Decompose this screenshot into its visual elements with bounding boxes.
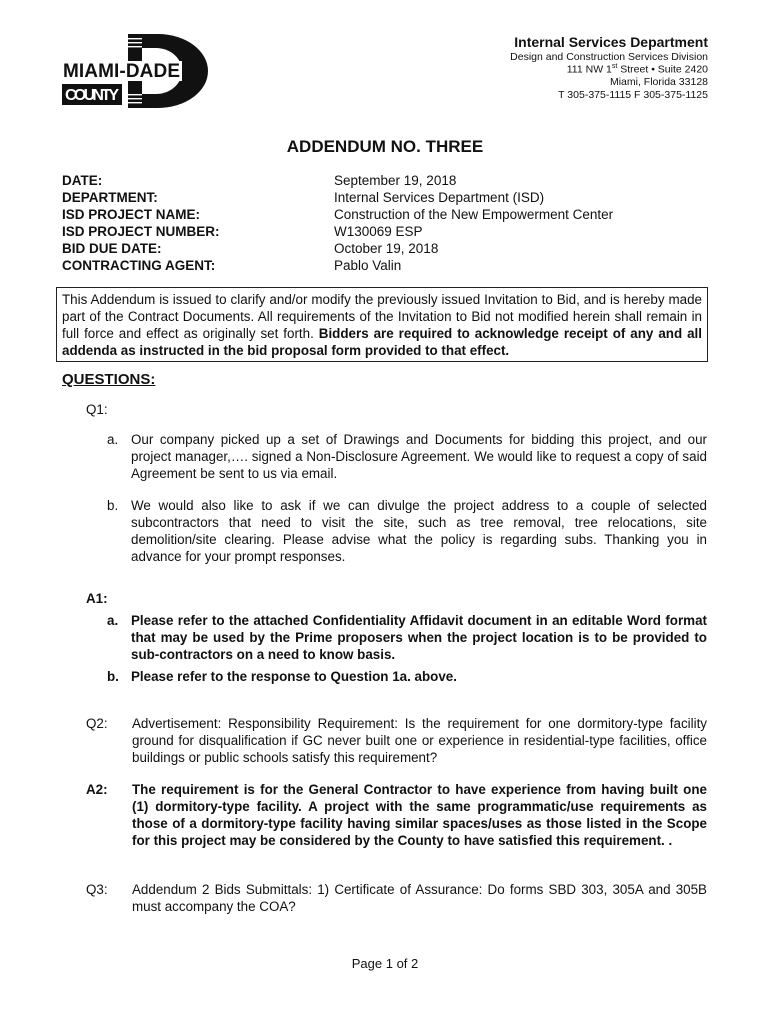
info-row-bid-due-date: BID DUE DATE: October 19, 2018: [62, 241, 439, 256]
info-row-project-name: ISD PROJECT NAME: Construction of the New Empowerment Center: [62, 207, 614, 222]
miami-dade-county-logo: [62, 34, 208, 108]
a2-block: A2: The requirement is for the General Contractor to have experience from having built one (1) dormitory-type facility. A project with the same programmatic/use requirements as those of a dormitory-type facility having similar spaces/uses as those listed in the Scope for this project may be considered by the County to have satisfied this requirement. .: [86, 782, 707, 848]
header-phone: T 305-375-1115 F 305-375-1125: [558, 89, 708, 102]
addendum-notice-box: This Addendum is issued to clarify and/or modify the previously issued Invitation to Bid, and is hereby made part of the Contract Documents. All requirements of the Invitation to Bid not modified herein shall remain in full force and effect as originally set forth. Bidders are required to acknowledge receipt of any and all addenda as instructed in the bid proposal form provided to that effect.: [56, 287, 708, 362]
q1-item-b: b. We would also like to ask if we can divulge the project address to a couple of selected subcontractors that need to visit the site, such as tree removal, tree relocations, site demolition/site clearing. Please advise what the policy is regarding subs. Thanking you in advance for your prompt responses.: [107, 498, 707, 564]
questions-heading: QUESTIONS:: [62, 371, 156, 388]
header-division: Design and Construction Services Division: [510, 50, 708, 63]
q1-item-a: a. Our company picked up a set of Drawings and Documents for bidding this project, and our project manager,…. signed a Non-Disclosure Agreement. We would like to request a copy of said Agreement be sent to us via email.: [107, 432, 707, 481]
page-number: Page 1 of 2: [351, 956, 419, 971]
header-city: Miami, Florida 33128: [609, 76, 708, 89]
a1-item-a: a. Please refer to the attached Confidentiality Affidavit document in an editable Word format that may be used by the Prime proposers when the project location is to be provided to sub-contractors on a need to know basis.: [107, 613, 707, 662]
page-title: ADDENDUM NO. THREE: [286, 137, 484, 156]
info-row-contracting-agent: CONTRACTING AGENT: Pablo Valin: [62, 258, 402, 273]
addendum-info: [62, 172, 613, 274]
a1-item-b: b. Please refer to the response to Question 1a. above.: [107, 669, 457, 684]
info-row-project-number: ISD PROJECT NUMBER: W130069 ESP: [62, 224, 423, 239]
header-street: 111 NW 1st Street • Suite 2420: [566, 63, 708, 76]
logo-text-miami-dade: MIAMI-DADE: [63, 61, 180, 82]
header-address-block: [510, 34, 708, 102]
logo-text-county: COUNTY: [65, 87, 119, 104]
info-row-department: DEPARTMENT: Internal Services Department (ISD): [62, 190, 545, 205]
q1-label: Q1:: [86, 402, 108, 417]
q2-block: Q2: Advertisement: Responsibility Requirement: Is the requirement for one dormitory-type facility ground for disqualification if GC never built one or experience in residential-type facilities, office buildings or public schools satisfy this requirement?: [86, 716, 707, 765]
header-department: Internal Services Department: [514, 34, 708, 50]
a1-label: A1:: [86, 591, 108, 606]
info-row-date: DATE: September 19, 2018: [62, 173, 457, 188]
q3-block: Q3: Addendum 2 Bids Submittals: 1) Certificate of Assurance: Do forms SBD 303, 305A and 305B must accompany the COA?: [86, 882, 707, 914]
